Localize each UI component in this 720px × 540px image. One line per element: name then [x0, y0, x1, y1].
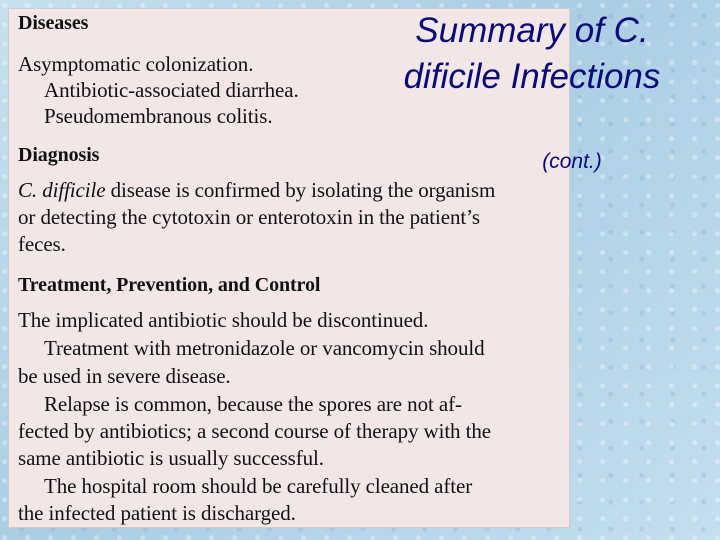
diagnosis-line: feces.	[18, 232, 66, 256]
treatment-line: Relapse is common, because the spores are not af-	[44, 392, 462, 416]
treatment-line: the infected patient is discharged.	[18, 501, 296, 525]
treatment-line: be used in severe disease.	[18, 364, 231, 388]
disease-item: Antibiotic-associated diarrhea.	[44, 78, 299, 102]
organism-name: C. difficile	[18, 178, 106, 202]
slide-subtitle: (cont.)	[542, 150, 602, 173]
diagnosis-line: or detecting the cytotoxin or enterotoxin in the patient’s	[18, 205, 480, 229]
diagnosis-line	[18, 178, 495, 203]
slide-title: Summary of C. dificile Infections	[403, 11, 661, 96]
disease-item: Asymptomatic colonization.	[18, 52, 254, 76]
treatment-line: fected by antibiotics; a second course of therapy with the	[18, 419, 491, 443]
treatment-line: The hospital room should be carefully cleaned after	[44, 474, 473, 498]
treatment-line: same antibiotic is usually successful.	[18, 446, 324, 470]
diagnosis-text: disease is confirmed by isolating the organism	[105, 178, 496, 202]
treatment-heading: Treatment, Prevention, and Control	[18, 274, 321, 296]
diseases-heading: Diseases	[18, 12, 89, 34]
disease-item: Pseudomembranous colitis.	[44, 104, 273, 128]
treatment-line: Treatment with metronidazole or vancomycin should	[44, 336, 485, 360]
diagnosis-heading: Diagnosis	[18, 144, 100, 166]
treatment-line: The implicated antibiotic should be discontinued.	[18, 308, 429, 332]
